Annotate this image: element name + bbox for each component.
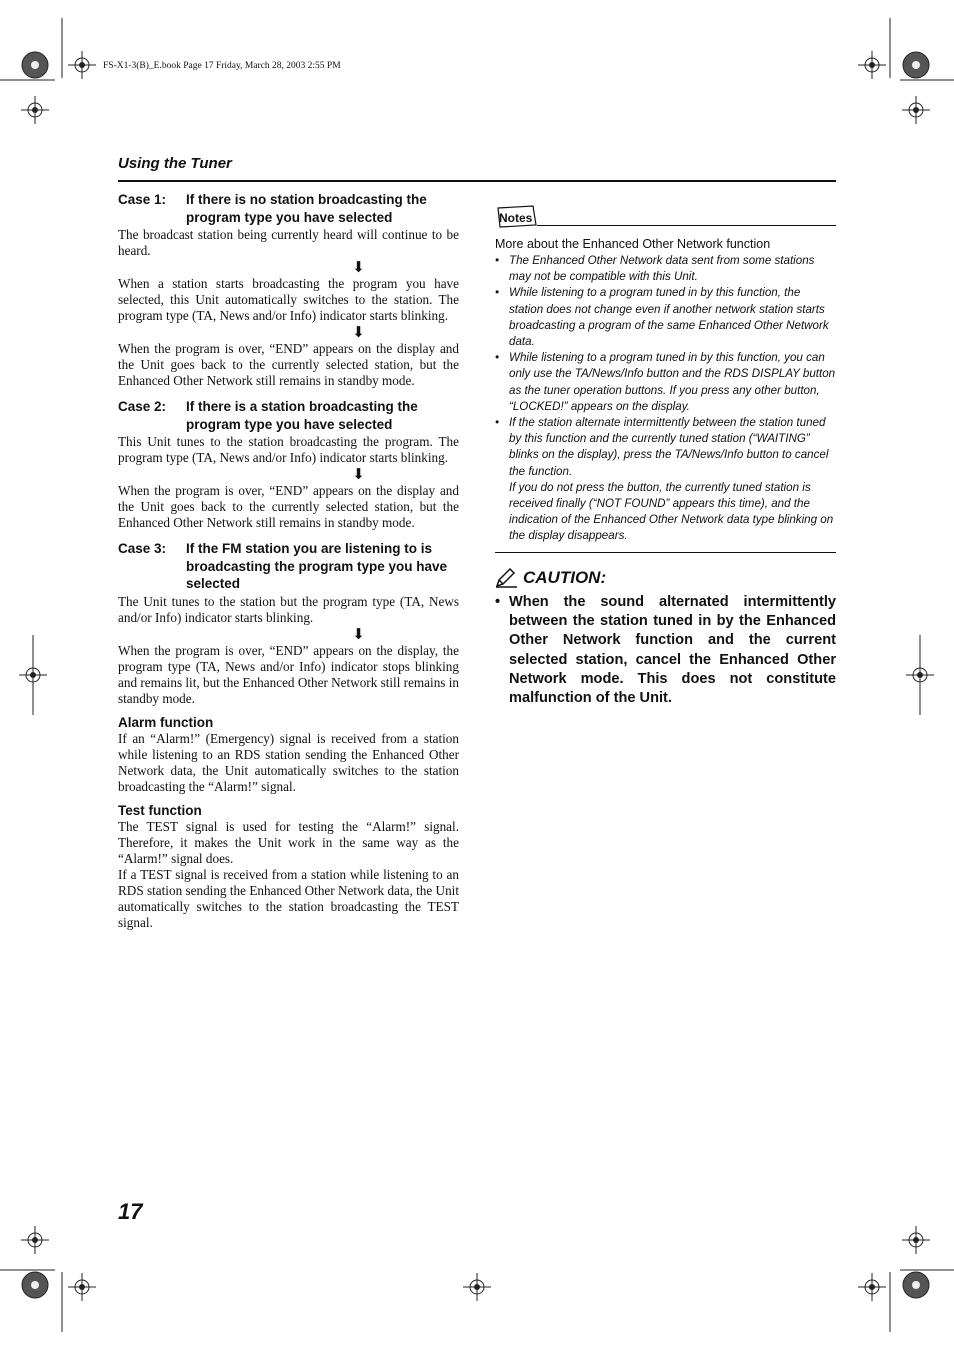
note-text: While listening to a program tuned in by this function, the station does not change even if another network station starts broadcasting a program of the same Enhanced Other Network data.: [509, 286, 829, 349]
alarm-text: If an “Alarm!” (Emergency) signal is received from a station while listening to an RDS station sending the Enhanced Other Network data, the Unit automatically switches to the station broadcasting the “Alarm!” signal.: [118, 730, 459, 794]
notes-bottom-rule: [495, 552, 836, 553]
bullet: •: [495, 416, 500, 430]
case1-p2: When a station starts broadcasting the program you have selected, this Unit automatically switches to the station. The program type (TA, News and/or Info) indicator starts blinking.: [118, 276, 459, 323]
down-arrow-icon: ⬇: [352, 323, 365, 341]
case1-label: Case 1:: [118, 192, 167, 207]
down-arrow-icon: ⬇: [352, 465, 365, 483]
list-item: [495, 480, 836, 545]
pencil-icon: [495, 568, 519, 588]
header-rule: [118, 180, 836, 182]
bullet: •: [495, 593, 501, 610]
right-column: [495, 203, 836, 708]
case2-label: Case 2:: [118, 399, 167, 414]
note-text: The Enhanced Other Network data sent from some stations may not be compatible with this Unit.: [509, 254, 815, 284]
case1-heading: [118, 191, 459, 226]
test-heading: Test function: [118, 802, 202, 818]
note-text: While listening to a program tuned in by this function, you can only use the TA/News/Info button and the RDS DISPLAY button as the tuner operation buttons. If you press any other button, “LOCKED!” appears on the display.: [509, 351, 836, 413]
caution-heading: [495, 568, 836, 588]
notes-icon: [495, 203, 539, 229]
case3-p1: The Unit tunes to the station but the program type (TA, News and/or Info) indicator starts blinking.: [118, 593, 459, 625]
notes-header: [495, 203, 836, 231]
list-item: [495, 350, 836, 415]
bullet: •: [495, 254, 500, 267]
case1-title: If there is no station broadcasting the program type you have selected: [186, 192, 427, 225]
left-column: [118, 191, 459, 931]
list-item: [495, 253, 836, 285]
caution-label: CAUTION:: [523, 567, 607, 587]
case3-label: Case 3:: [118, 541, 167, 556]
notes-list: [495, 253, 836, 545]
notes-badge-text: Notes: [499, 211, 533, 225]
caution-text: When the sound alternated intermittently between the station tuned in by the Enhanced Other Network function and the current selected station, cancel the Enhanced Other Network mode. This does not constitute malfunction of the Unit.: [509, 593, 836, 707]
file-meta: FS-X1-3(B)_E.book Page 17 Friday, March 28, 2003 2:55 PM: [103, 61, 341, 71]
note-text: If the station alternate intermittently between the station tuned by this function and the currently tuned station (“WAITING” blinks on the display), press the TA/News/Info button to cancel the function.: [509, 416, 829, 478]
bullet: •: [495, 351, 500, 365]
case2-heading: [118, 398, 459, 433]
case2-p2: When the program is over, “END” appears on the display and the Unit goes back to the currently selected station, but the Enhanced Other Network still remains in standby mode.: [118, 483, 459, 530]
section-title: Using the Tuner: [118, 155, 232, 172]
case1-p3: When the program is over, “END” appears on the display and the Unit goes back to the currently selected station, but the Enhanced Other Network still remains in standby mode.: [118, 341, 459, 388]
test-p2: If a TEST signal is received from a station while listening to an RDS station sending the Enhanced Other Network data, the Unit automatically switches to the station broadcasting the TEST signal.: [118, 866, 459, 930]
case3-heading: [118, 540, 459, 593]
test-p1: The TEST signal is used for testing the “Alarm!” signal. Therefore, it makes the Unit work in the same way as the “Alarm!” signal does.: [118, 818, 459, 866]
case3-p2: When the program is over, “END” appears on the display, the program type (TA, News and/or Info) indicator stops blinking and remains lit, but the Enhanced Other Network still remains in standby mode.: [118, 642, 459, 706]
alarm-heading: Alarm function: [118, 714, 214, 730]
notes-rule: [537, 225, 836, 226]
case3-title: If the FM station you are listening to is broadcasting the program type you have selected: [186, 541, 448, 591]
down-arrow-icon: ⬇: [352, 624, 365, 643]
caution-item: [495, 593, 836, 709]
case1-p1: The broadcast station being currently heard will continue to be heard.: [118, 227, 459, 258]
down-arrow-icon: ⬇: [352, 258, 365, 276]
notes-title: More about the Enhanced Other Network function: [495, 237, 771, 251]
note-continuation: If you do not press the button, the currently tuned station is received finally (“NOT FOUND” appears this time), and the indication of the Enhanced Other Network data type blinking on the display disappears.: [509, 480, 834, 543]
list-item: [495, 415, 836, 480]
bullet: •: [495, 286, 500, 300]
page-number: 17: [118, 1199, 143, 1224]
case2-p1: This Unit tunes to the station broadcasting the program. The program type (TA, News and/or Info) indicator starts blinking.: [118, 434, 459, 465]
case2-title: If there is a station broadcasting the program type you have selected: [186, 399, 418, 432]
list-item: [495, 285, 836, 350]
